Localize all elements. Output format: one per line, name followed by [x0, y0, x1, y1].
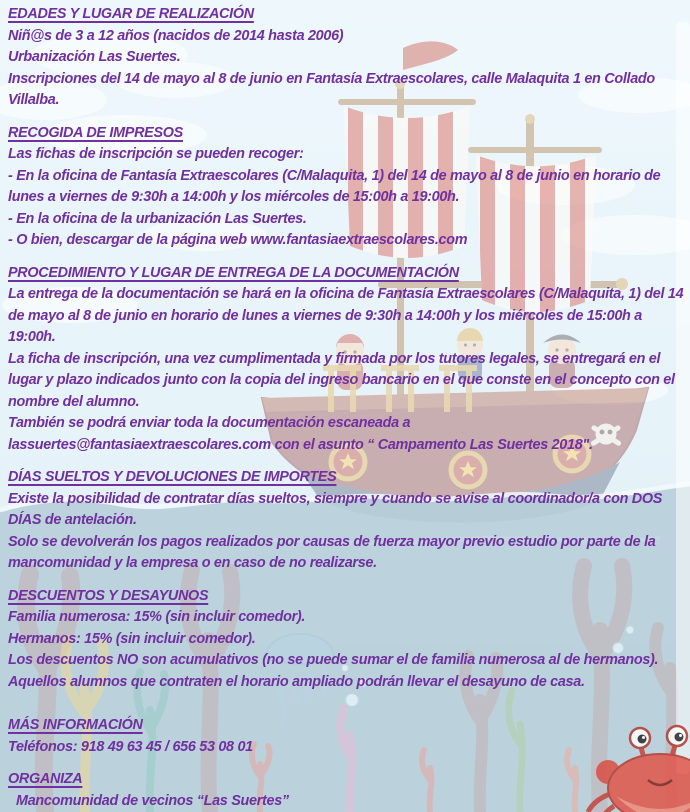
- section-recogida-de-impresos: [8, 123, 684, 252]
- text-line: Aquellos alumnos que contraten el horario ampliado podrán llevar el desayuno de casa.: [8, 673, 585, 690]
- text-line: - En la oficina de la urbanización Las Suertes.: [8, 210, 307, 227]
- text-line: Las fichas de inscripción se pueden recoger:: [8, 146, 304, 162]
- text-line: Familia numerosa: 15% (sin incluir comedor).: [8, 609, 306, 625]
- text-line: Urbanización Las Suertes.: [8, 49, 181, 65]
- text-line: La entrega de la documentación se hará en la oficina de Fantasía Extraescolares (C/Malaquita, 1) del 14 de mayo al 8 de junio en horario de lunes a viernes de 9:30h a 14:00h y los miércoles de 15:00h a 19:00h.: [8, 286, 684, 345]
- text-line: Mancomunidad de vecinos “Las Suertes”: [16, 792, 289, 809]
- text-line: Solo se devolverán los pagos realizados por causas de fuerza mayor previo estudio por parte de la mancomunidad y la empresa o en caso de no realizarse.: [8, 533, 656, 571]
- section-heading: ORGANIZA: [8, 771, 83, 787]
- text-line: - En la oficina de Fantasía Extraescolares (C/Malaquita, 1) del 14 de mayo al 8 de junio en horario de lunes a viernes de 9:30h a 14:00h y los miércoles de 15:00h a 19:00h.: [8, 167, 661, 205]
- section-mas-informacion: [8, 715, 684, 758]
- text-line: La ficha de inscripción, una vez cumplimentada y firmada por los tutores legales, se entregará en el lugar y plazo indicados junto con la copia del ingreso bancario en el que conste en el concepto con el nombre del alumno.: [8, 350, 675, 410]
- section-heading: MÁS INFORMACIÓN: [8, 717, 143, 733]
- email-line: Niñ@s de 3 a 12 años (nacidos de 2014 hasta 2006): [8, 27, 344, 44]
- section-heading: PROCEDIMIENTO Y LUGAR DE ENTREGA DE LA DOCUMENTACIÓN: [8, 264, 459, 281]
- section-organiza: [8, 769, 684, 812]
- phone-numbers-line: Teléfonos: 918 49 63 45 / 656 53 08 01: [8, 738, 253, 755]
- section-heading: DÍAS SUELTOS Y DEVOLUCIONES DE IMPORTES: [8, 469, 337, 485]
- text-line: Inscripciones del 14 de mayo al 8 de junio en Fantasía Extraescolares, calle Malaquita 1 en Collado Villalba.: [8, 70, 655, 108]
- section-descuentos-y-desayunos: [8, 586, 684, 694]
- text-line: Existe la posibilidad de contratar días sueltos, siempre y cuando se avise al coordinador/a con DOS DÍAS de antelación.: [8, 490, 663, 528]
- email-line: lassuertes@fantasiaextraescolares.com con el asunto “ Campamento Las Suertes 2018".: [8, 436, 593, 453]
- text-line: Hermanos: 15% (sin incluir comedor).: [8, 630, 256, 647]
- section-edades-y-lugar: [8, 4, 684, 112]
- section-heading: EDADES Y LUGAR DE REALIZACIÓN: [8, 6, 254, 22]
- website-line: - O bien, descargar de la página web www.fantasiaextraescolares.com: [8, 232, 468, 248]
- section-dias-sueltos: [8, 467, 684, 575]
- text-line: También se podrá enviar toda la documentación escaneada a: [8, 415, 411, 431]
- section-heading: DESCUENTOS Y DESAYUNOS: [8, 587, 209, 604]
- section-heading: RECOGIDA DE IMPRESOS: [8, 124, 183, 141]
- section-procedimiento-entrega: [8, 263, 684, 457]
- text-line: Los descuentos NO son acumulativos (no se puede sumar el de familia numerosa al de hermanos).: [8, 652, 659, 668]
